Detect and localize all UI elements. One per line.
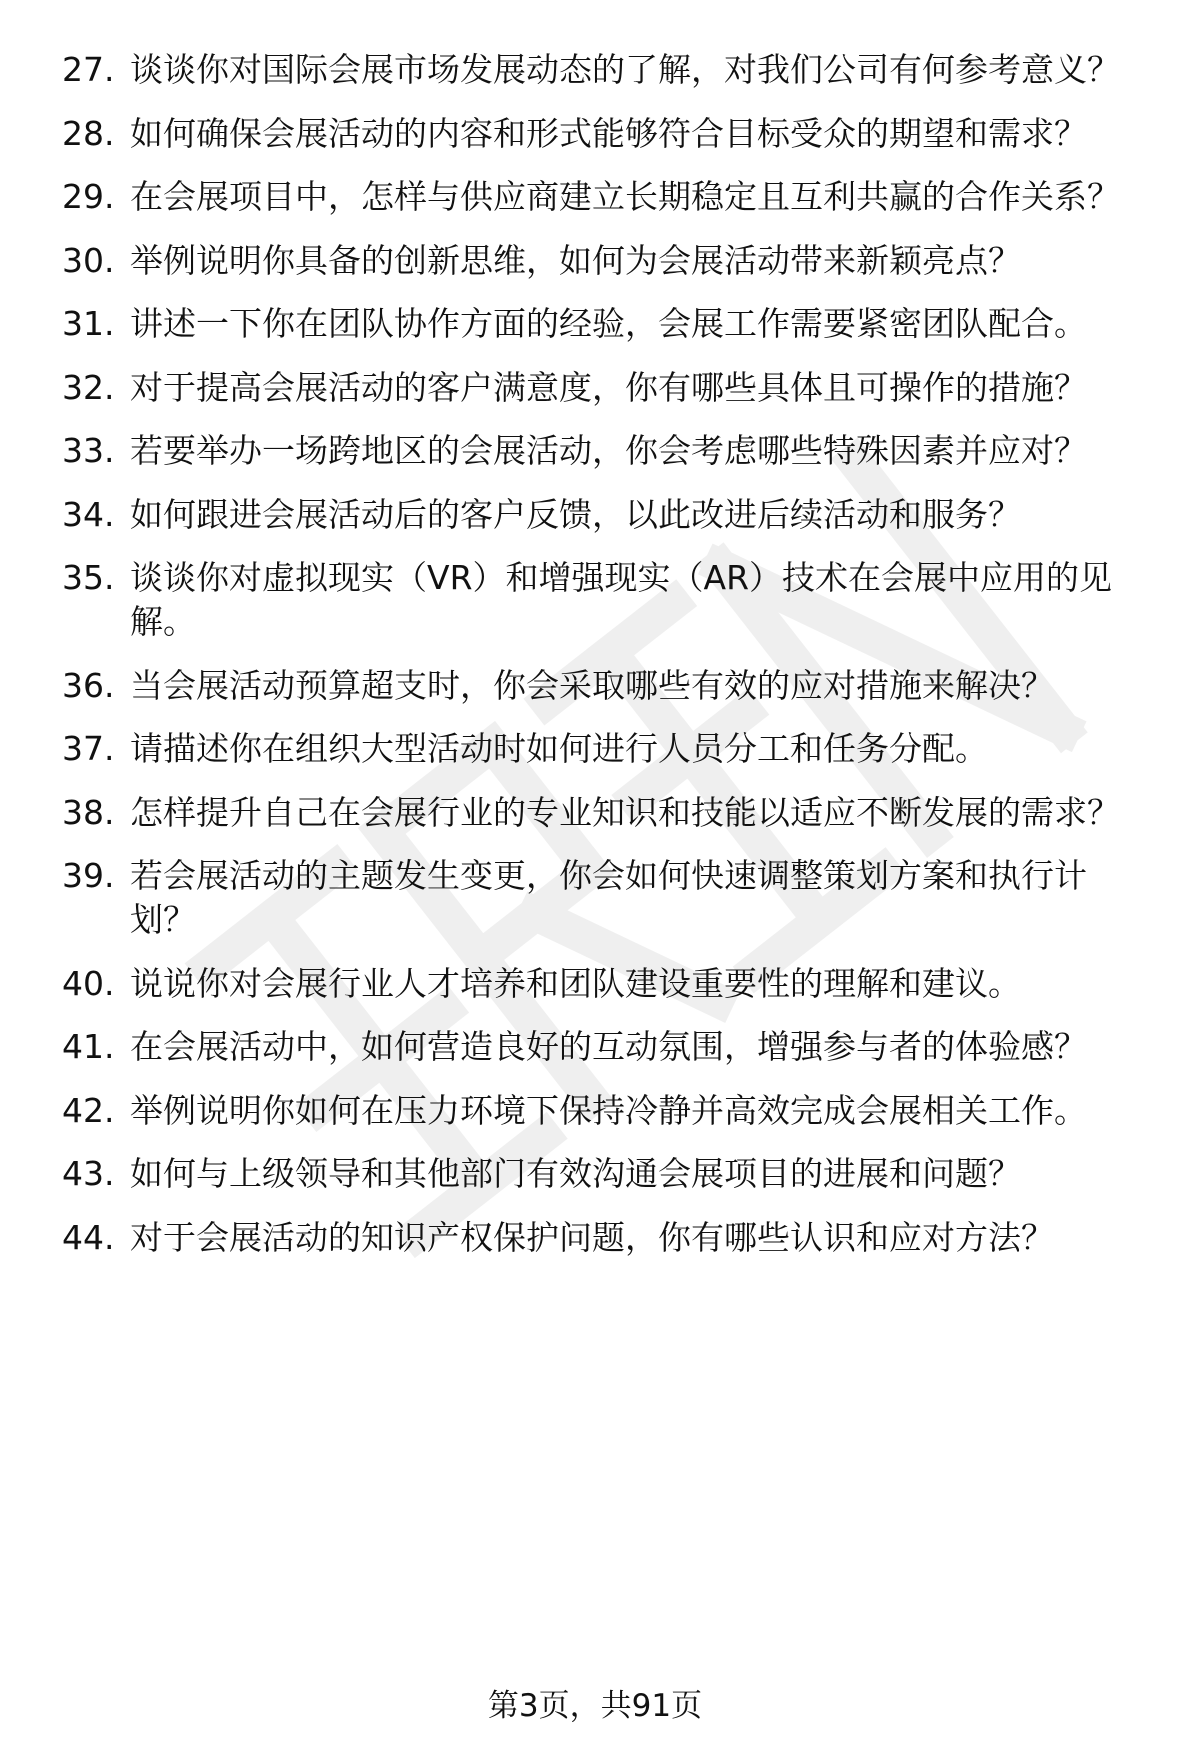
question-item xyxy=(62,1025,1162,1069)
question-item xyxy=(62,1152,1162,1196)
question-number: 37. xyxy=(62,729,115,768)
question-item xyxy=(62,493,1162,537)
page-footer: 第3页，共91页 xyxy=(487,1688,703,1724)
question-item xyxy=(62,239,1162,283)
question-item xyxy=(62,1089,1162,1133)
question-number: 42. xyxy=(62,1090,115,1130)
question-text: 如何与上级领导和其他部门有效沟通会展项目的进展和问题？ xyxy=(130,1154,1021,1193)
question-text: 谈谈你对虚拟现实（VR）和增强现实（AR）技术在会展中应用的见解。 xyxy=(130,558,1113,641)
question-text: 请描述你在组织大型活动时如何进行人员分工和任务分配。 xyxy=(130,729,988,768)
question-item xyxy=(62,429,1162,473)
question-number: 30. xyxy=(62,240,115,280)
question-text: 若要举办一场跨地区的会展活动，你会考虑哪些特殊因素并应对？ xyxy=(130,431,1087,470)
question-item xyxy=(62,1216,1162,1260)
question-item xyxy=(62,727,1162,771)
question-item xyxy=(62,175,1162,219)
question-number: 35. xyxy=(62,558,115,597)
question-item xyxy=(62,556,1162,644)
question-number: 39. xyxy=(62,856,115,895)
question-item xyxy=(62,664,1162,708)
question-number: 29. xyxy=(62,177,115,216)
question-number: 44. xyxy=(62,1217,115,1257)
question-text: 在会展活动中，如何营造良好的互动氛围，增强参与者的体验感？ xyxy=(130,1027,1087,1066)
question-item xyxy=(62,48,1162,92)
question-number: 32. xyxy=(62,367,115,407)
question-number: 43. xyxy=(62,1154,115,1193)
question-text: 如何跟进会展活动后的客户反馈，以此改进后续活动和服务？ xyxy=(130,494,1021,534)
question-number: 28. xyxy=(62,113,115,153)
question-item xyxy=(62,112,1162,156)
question-text: 说说你对会展行业人才培养和团队建设重要性的理解和建议。 xyxy=(130,963,1021,1003)
question-number: 41. xyxy=(62,1027,115,1066)
question-number: 31. xyxy=(62,304,115,343)
question-text: 举例说明你具备的创新思维，如何为会展活动带来新颖亮点？ xyxy=(130,240,1021,280)
question-number: 40. xyxy=(62,963,115,1003)
question-text: 谈谈你对国际会展市场发展动态的了解，对我们公司有何参考意义？ xyxy=(130,50,1120,89)
question-item xyxy=(62,791,1162,835)
question-list xyxy=(62,48,1162,1279)
question-number: 38. xyxy=(62,792,115,832)
question-number: 36. xyxy=(62,665,115,705)
question-number: 33. xyxy=(62,431,115,470)
question-text: 举例说明你如何在压力环境下保持冷静并高效完成会展相关工作。 xyxy=(130,1090,1087,1130)
question-item xyxy=(62,962,1162,1006)
question-number: 27. xyxy=(62,50,115,89)
question-number: 34. xyxy=(62,494,115,534)
question-text: 如何确保会展活动的内容和形式能够符合目标受众的期望和需求？ xyxy=(130,113,1087,153)
question-text: 在会展项目中，怎样与供应商建立长期稳定且互利共赢的合作关系？ xyxy=(130,177,1120,216)
question-text: 对于提高会展活动的客户满意度，你有哪些具体且可操作的措施？ xyxy=(130,367,1087,407)
question-text: 当会展活动预算超支时，你会采取哪些有效的应对措施来解决？ xyxy=(130,665,1054,705)
question-text: 讲述一下你在团队协作方面的经验，会展工作需要紧密团队配合。 xyxy=(130,304,1087,343)
question-item xyxy=(62,854,1162,942)
question-item xyxy=(62,302,1162,346)
question-item xyxy=(62,366,1162,410)
question-text: 对于会展活动的知识产权保护问题，你有哪些认识和应对方法？ xyxy=(130,1217,1054,1257)
question-text: 若会展活动的主题发生变更，你会如何快速调整策划方案和执行计划？ xyxy=(130,856,1087,939)
question-text: 怎样提升自己在会展行业的专业知识和技能以适应不断发展的需求？ xyxy=(130,792,1120,832)
